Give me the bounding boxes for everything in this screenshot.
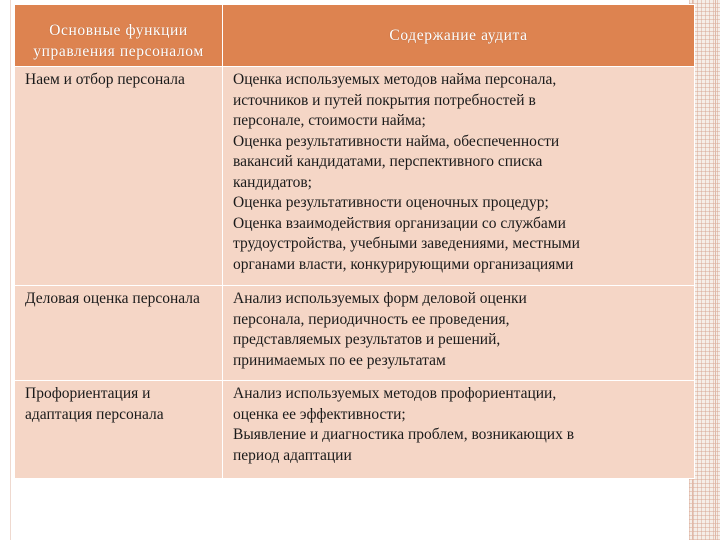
content-line: период адаптации <box>233 446 352 464</box>
table-row <box>15 381 695 479</box>
table-row <box>15 286 695 381</box>
function-cell: Деловая оценка персонала <box>15 286 223 381</box>
content-cell <box>223 381 695 479</box>
content-line: трудоустройства, учебными заведениями, местными <box>233 235 580 252</box>
left-margin-line <box>10 0 11 540</box>
content-line: Оценка результативности оценочных процедур; <box>233 194 549 211</box>
content-line: оценка ее эффективности; <box>233 405 406 423</box>
function-cell: Наем и отбор персонала <box>15 67 223 286</box>
content-line: органами власти, конкурирующими организациями <box>233 255 574 273</box>
content-line: Анализ используемых форм деловой оценки <box>233 290 527 307</box>
content-line: принимаемых по ее результатам <box>233 351 446 369</box>
content-cell <box>223 67 695 286</box>
table-row <box>15 67 695 286</box>
function-cell: Профориентация и адаптация персонала <box>15 381 223 479</box>
content-line: Оценка используемых методов найма персонала, <box>233 71 557 88</box>
content-line: персонале, стоимости найма; <box>233 112 426 129</box>
header-functions: Основные функции управления персоналом <box>15 5 223 67</box>
content-line: Оценка взаимодействия организации со службами <box>233 214 566 232</box>
content-line: кандидатов; <box>233 173 312 191</box>
content-cell <box>223 286 695 381</box>
header-audit-content: Содержание аудита <box>223 5 695 67</box>
content-line: представляемых результатов и решений, <box>233 331 501 348</box>
audit-table <box>14 4 695 479</box>
content-line: Выявление и диагностика проблем, возникающих в <box>233 426 575 443</box>
content-line: Анализ используемых методов профориентации, <box>233 385 557 402</box>
content-line: персонала, периодичность ее проведения, <box>233 310 510 328</box>
content-line: источников и путей покрытия потребностей в <box>233 91 536 109</box>
content-line: вакансий кандидатами, перспективного списка <box>233 153 543 170</box>
content-line: Оценка результативности найма, обеспеченности <box>233 132 560 150</box>
header-row <box>15 5 695 67</box>
